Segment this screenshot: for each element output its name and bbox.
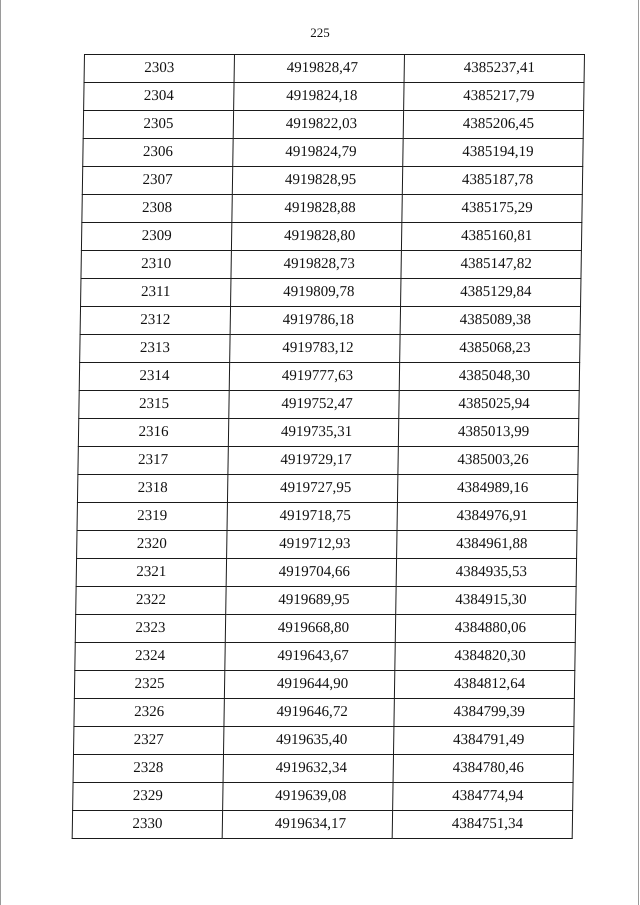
x-coordinate-cell: 4919639,08 [223, 783, 393, 811]
y-coordinate-cell: 4385147,82 [401, 251, 581, 279]
y-coordinate-cell: 4385194,19 [403, 139, 583, 167]
page-edge-left [0, 0, 1, 905]
x-coordinate-cell: 4919824,79 [233, 139, 403, 167]
y-coordinate-cell: 4384799,39 [394, 699, 574, 727]
table-row [84, 55, 584, 83]
x-coordinate-cell: 4919735,31 [228, 419, 398, 447]
x-coordinate-cell: 4919752,47 [229, 391, 399, 419]
y-coordinate-cell: 4384880,06 [395, 615, 575, 643]
table-row [75, 643, 575, 671]
table-row [77, 531, 577, 559]
table-row [72, 811, 572, 839]
point-number-cell: 2305 [83, 111, 233, 139]
y-coordinate-cell: 4385175,29 [402, 195, 582, 223]
x-coordinate-cell: 4919824,18 [234, 83, 404, 111]
x-coordinate-cell: 4919729,17 [228, 447, 398, 475]
point-number-cell: 2316 [78, 419, 228, 447]
table-row [83, 139, 583, 167]
table-row [77, 475, 577, 503]
point-number-cell: 2308 [82, 195, 232, 223]
point-number-cell: 2312 [80, 307, 230, 335]
y-coordinate-cell: 4384961,88 [397, 531, 577, 559]
table-row [80, 307, 580, 335]
page-edge-right [638, 0, 639, 905]
point-number-cell: 2318 [77, 475, 227, 503]
point-number-cell: 2317 [78, 447, 228, 475]
point-number-cell: 2315 [79, 391, 229, 419]
table-row [84, 83, 584, 111]
x-coordinate-cell: 4919828,73 [231, 251, 401, 279]
x-coordinate-cell: 4919822,03 [233, 111, 403, 139]
y-coordinate-cell: 4384791,49 [393, 727, 573, 755]
y-coordinate-cell: 4385129,84 [401, 279, 581, 307]
x-coordinate-cell: 4919632,34 [223, 755, 393, 783]
table-row [74, 699, 574, 727]
table-row [77, 503, 577, 531]
x-coordinate-cell: 4919828,88 [232, 195, 402, 223]
table-row [73, 783, 573, 811]
point-number-cell: 2303 [84, 55, 234, 83]
x-coordinate-cell: 4919668,80 [225, 615, 395, 643]
y-coordinate-cell: 4384774,94 [393, 783, 573, 811]
table-row [81, 279, 581, 307]
point-number-cell: 2325 [74, 671, 224, 699]
y-coordinate-cell: 4385048,30 [399, 363, 579, 391]
table-row [79, 363, 579, 391]
point-number-cell: 2304 [84, 83, 234, 111]
table-row [73, 727, 573, 755]
table-row [73, 755, 573, 783]
x-coordinate-cell: 4919689,95 [226, 587, 396, 615]
y-coordinate-cell: 4384751,34 [392, 811, 572, 839]
y-coordinate-cell: 4384915,30 [396, 587, 576, 615]
table-row [78, 419, 578, 447]
table-row [79, 391, 579, 419]
y-coordinate-cell: 4384820,30 [395, 643, 575, 671]
point-number-cell: 2309 [81, 223, 231, 251]
y-coordinate-cell: 4385068,23 [400, 335, 580, 363]
x-coordinate-cell: 4919828,95 [232, 167, 402, 195]
y-coordinate-cell: 4385237,41 [404, 55, 584, 83]
table-row [74, 671, 574, 699]
x-coordinate-cell: 4919634,17 [222, 811, 392, 839]
x-coordinate-cell: 4919783,12 [230, 335, 400, 363]
y-coordinate-cell: 4385160,81 [401, 223, 581, 251]
point-number-cell: 2319 [77, 503, 227, 531]
x-coordinate-cell: 4919644,90 [224, 671, 394, 699]
point-number-cell: 2326 [74, 699, 224, 727]
table-row [82, 195, 582, 223]
page-number: 225 [310, 25, 330, 40]
x-coordinate-cell: 4919828,80 [231, 223, 401, 251]
y-coordinate-cell: 4385187,78 [402, 167, 582, 195]
x-coordinate-cell: 4919727,95 [227, 475, 397, 503]
point-number-cell: 2313 [80, 335, 230, 363]
table-row [81, 251, 581, 279]
y-coordinate-cell: 4385003,26 [398, 447, 578, 475]
coordinates-table-body [72, 55, 584, 839]
point-number-cell: 2310 [81, 251, 231, 279]
x-coordinate-cell: 4919704,66 [226, 559, 396, 587]
x-coordinate-cell: 4919635,40 [223, 727, 393, 755]
y-coordinate-cell: 4384989,16 [397, 475, 577, 503]
y-coordinate-cell: 4385206,45 [403, 111, 583, 139]
table-row [76, 559, 576, 587]
y-coordinate-cell: 4384935,53 [396, 559, 576, 587]
table-row [75, 615, 575, 643]
point-number-cell: 2306 [83, 139, 233, 167]
point-number-cell: 2314 [79, 363, 229, 391]
point-number-cell: 2323 [75, 615, 225, 643]
y-coordinate-cell: 4385089,38 [400, 307, 580, 335]
point-number-cell: 2311 [81, 279, 231, 307]
x-coordinate-cell: 4919712,93 [227, 531, 397, 559]
point-number-cell: 2330 [72, 811, 222, 839]
table-row [83, 111, 583, 139]
point-number-cell: 2328 [73, 755, 223, 783]
x-coordinate-cell: 4919643,67 [225, 643, 395, 671]
point-number-cell: 2324 [75, 643, 225, 671]
table-row [82, 167, 582, 195]
y-coordinate-cell: 4384780,46 [393, 755, 573, 783]
table-row [81, 223, 581, 251]
y-coordinate-cell: 4384812,64 [394, 671, 574, 699]
table-row [78, 447, 578, 475]
x-coordinate-cell: 4919828,47 [234, 55, 404, 83]
point-number-cell: 2321 [76, 559, 226, 587]
table-row [76, 587, 576, 615]
x-coordinate-cell: 4919718,75 [227, 503, 397, 531]
y-coordinate-cell: 4384976,91 [397, 503, 577, 531]
point-number-cell: 2320 [77, 531, 227, 559]
point-number-cell: 2307 [82, 167, 232, 195]
y-coordinate-cell: 4385013,99 [398, 419, 578, 447]
y-coordinate-cell: 4385217,79 [404, 83, 584, 111]
point-number-cell: 2322 [76, 587, 226, 615]
point-number-cell: 2329 [73, 783, 223, 811]
table-row [80, 335, 580, 363]
x-coordinate-cell: 4919786,18 [230, 307, 400, 335]
point-number-cell: 2327 [73, 727, 223, 755]
coordinates-table [72, 54, 585, 839]
x-coordinate-cell: 4919646,72 [224, 699, 394, 727]
y-coordinate-cell: 4385025,94 [399, 391, 579, 419]
x-coordinate-cell: 4919777,63 [229, 363, 399, 391]
x-coordinate-cell: 4919809,78 [231, 279, 401, 307]
